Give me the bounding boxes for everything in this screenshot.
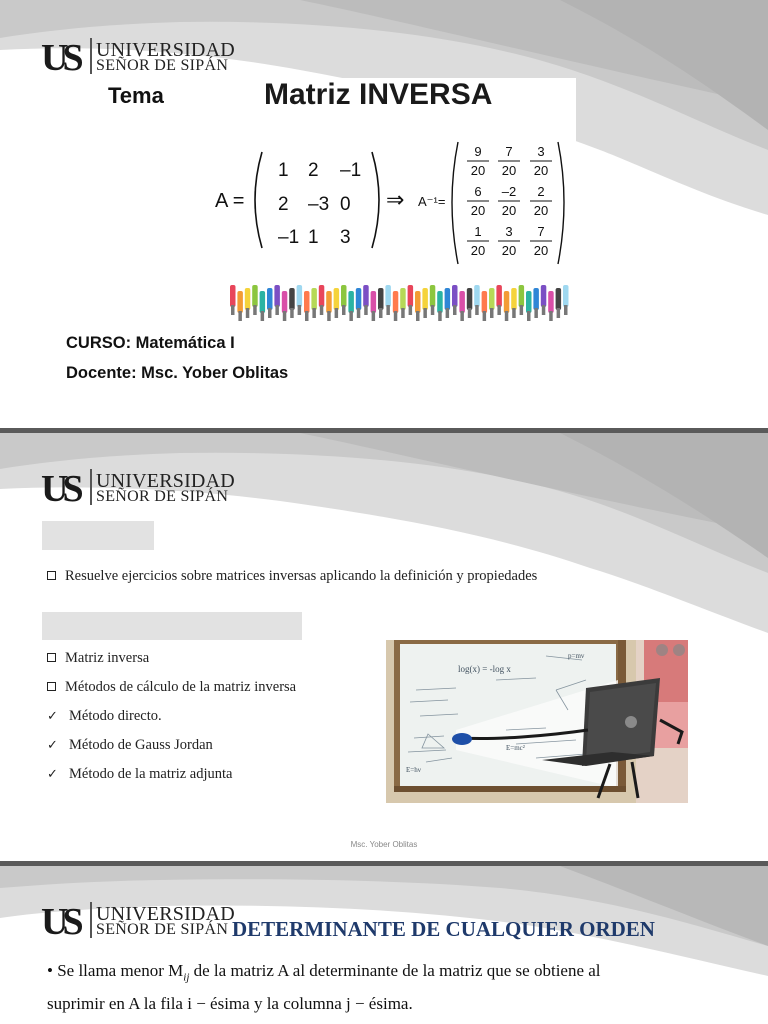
slide-1 [0, 0, 768, 428]
zipper-pull-icon [467, 288, 473, 318]
inverse-numerator: 3 [537, 144, 545, 159]
matrix-a-cell: 1 [278, 160, 289, 181]
inverse-matrix-equation [200, 138, 580, 268]
logo-text-line2: SEÑOR DE SIPÁN [96, 488, 229, 505]
zipper-pull-icon [556, 288, 562, 318]
university-logo [41, 901, 235, 941]
zipper-pull-icon [267, 288, 273, 318]
zipper-pull-icon [533, 288, 539, 318]
zipper-pull-icon [459, 291, 465, 321]
zipper-pull-icon [371, 291, 377, 321]
zipper-pull-icon [445, 288, 451, 318]
zipper-pull-icon [548, 291, 554, 321]
inverse-denominator: 20 [470, 163, 486, 178]
matrix-a-cell: –3 [308, 194, 330, 215]
checkbox-bullet-icon [47, 571, 56, 580]
inverse-denominator: 20 [533, 243, 549, 258]
footer-author: Msc. Yober Oblitas [350, 840, 418, 849]
matrix-a-cell: 2 [278, 194, 289, 215]
inverse-numerator: 6 [474, 184, 482, 199]
tema-label: Tema [108, 83, 164, 108]
logo-text-line2: SEÑOR DE SIPÁN [96, 921, 229, 938]
checkmark-icon: ✓ [47, 709, 58, 724]
teacher-label: Docente: Msc. Yober Oblitas [66, 364, 289, 382]
checkbox-bullet-icon [47, 653, 56, 662]
zipper-pull-icon [230, 285, 236, 315]
svg-text:E=mc²: E=mc² [506, 744, 525, 752]
topic-item [47, 650, 149, 667]
colored-zippers-decoration [224, 281, 574, 327]
zipper-pull-icon [304, 291, 310, 321]
checkbox-bullet-icon [47, 682, 56, 691]
zipper-pull-icon [341, 285, 347, 315]
inverse-denominator: 20 [470, 243, 486, 258]
inverse-numerator: 1 [474, 224, 482, 239]
inverse-numerator: 2 [537, 184, 545, 199]
inverse-numerator: 3 [505, 224, 513, 239]
inverse-denominator: 20 [501, 163, 517, 178]
slide-title: Matriz INVERSA [264, 78, 493, 111]
zipper-pull-icon [348, 291, 354, 321]
zipper-pull-icon [393, 291, 399, 321]
svg-text:US: US [41, 901, 78, 939]
svg-text:US: US [41, 468, 78, 506]
inverse-denominator: 20 [533, 203, 549, 218]
topic-text: Métodos de cálculo de la matriz inversa [65, 679, 297, 695]
zipper-pull-icon [422, 288, 428, 318]
definition-text-a: • Se llama menor M [47, 961, 184, 980]
definition-text-b: de la matriz A al determinante de la matriz que se obtiene al [189, 961, 601, 980]
implies-symbol: ⇒ [386, 187, 405, 212]
logo-text-line2: SEÑOR DE SIPÁN [96, 57, 229, 74]
inverse-label: A⁻¹= [418, 194, 446, 209]
objective-text: Resuelve ejercicios sobre matrices inversas aplicando la definición y propiedades [65, 568, 538, 584]
topic-text: Método de la matriz adjunta [69, 766, 233, 782]
zipper-pull-icon [356, 288, 362, 318]
logo-divider [90, 469, 92, 505]
zipper-pull-icon [489, 288, 495, 318]
svg-text:US: US [41, 37, 78, 75]
inverse-numerator: 9 [474, 144, 482, 159]
zipper-pull-icon [474, 285, 480, 315]
zipper-pull-icon [282, 291, 288, 321]
zipper-pull-icon [252, 285, 258, 315]
topic-item [47, 679, 296, 696]
svg-text:log(x) = -log x: log(x) = -log x [458, 664, 511, 674]
zipper-pull-icon [274, 285, 280, 315]
logo-text-line1: UNIVERSIDAD [96, 903, 235, 925]
topic-text: Matriz inversa [65, 650, 150, 666]
checkmark-icon: ✓ [47, 767, 58, 782]
zipper-pull-icon [385, 285, 391, 315]
zipper-pull-icon [297, 285, 303, 315]
zipper-pull-icon [452, 285, 458, 315]
zipper-pull-icon [334, 288, 340, 318]
laptop-chalkboard-illustration [386, 640, 688, 803]
us-logo-icon [41, 468, 87, 506]
inverse-numerator: 7 [505, 144, 513, 159]
slide-3 [0, 866, 768, 1024]
zipper-pull-icon [326, 291, 332, 321]
zipper-pull-icon [482, 291, 488, 321]
matrix-a-cell: 1 [308, 227, 319, 248]
inverse-denominator: 20 [533, 163, 549, 178]
topic-item [47, 708, 162, 725]
svg-text:p=mv: p=mv [568, 652, 585, 660]
zipper-pull-icon [319, 285, 325, 315]
us-logo-icon [41, 901, 87, 939]
objective-item [47, 568, 537, 585]
topic-text: Método de Gauss Jordan [69, 737, 213, 753]
logo-divider [90, 38, 92, 74]
topic-item [47, 737, 213, 754]
zipper-pull-icon [415, 291, 421, 321]
slide-2 [0, 433, 768, 861]
minor-subscript: ij [183, 971, 190, 984]
definition-line-2: suprimir en A la fila i − ésima y la columna j − ésima. [47, 994, 413, 1013]
logo-divider [90, 902, 92, 938]
section-header-bar-1 [42, 521, 154, 550]
us-logo-icon [41, 37, 87, 75]
zipper-pull-icon [363, 285, 369, 315]
checkmark-icon: ✓ [47, 738, 58, 753]
logo-text-line1: UNIVERSIDAD [96, 470, 235, 492]
zipper-pull-icon [378, 288, 384, 318]
zipper-pull-icon [408, 285, 414, 315]
zipper-pull-icon [311, 288, 317, 318]
topic-item [47, 766, 232, 783]
zipper-pull-icon [504, 291, 510, 321]
inverse-denominator: 20 [501, 243, 517, 258]
matrix-a-cell: 0 [340, 194, 351, 215]
zipper-pull-icon [563, 285, 569, 315]
logo-text-line1: UNIVERSIDAD [96, 39, 235, 61]
course-label: CURSO: Matemática I [66, 334, 235, 352]
inverse-denominator: 20 [501, 203, 517, 218]
university-logo [41, 37, 235, 77]
matrix-a-cell: –1 [340, 160, 362, 181]
zipper-pull-icon [430, 285, 436, 315]
matrix-a-label: A = [215, 190, 245, 212]
zipper-pull-icon [245, 288, 251, 318]
university-logo [41, 468, 235, 508]
zipper-pull-icon [400, 288, 406, 318]
inverse-denominator: 20 [470, 203, 486, 218]
section-title: DETERMINANTE DE CUALQUIER ORDEN [232, 917, 655, 941]
section-header-bar-2 [42, 612, 302, 640]
matrix-a-cell: –1 [278, 227, 300, 248]
zipper-pull-icon [541, 285, 547, 315]
zipper-pull-icon [519, 285, 525, 315]
matrix-a-cell: 2 [308, 160, 319, 181]
zipper-pull-icon [496, 285, 502, 315]
zipper-pull-icon [237, 291, 243, 321]
topic-text: Método directo. [69, 708, 162, 724]
matrix-a-cell: 3 [340, 227, 351, 248]
definition-line-1 [47, 961, 601, 983]
zipper-pull-icon [511, 288, 517, 318]
zipper-pull-icon [260, 291, 266, 321]
inverse-numerator: 7 [537, 224, 545, 239]
svg-text:E=hν: E=hν [406, 766, 421, 774]
zipper-pull-icon [526, 291, 532, 321]
inverse-numerator: –2 [501, 184, 517, 199]
zipper-pull-icon [289, 288, 295, 318]
zipper-pull-icon [437, 291, 443, 321]
